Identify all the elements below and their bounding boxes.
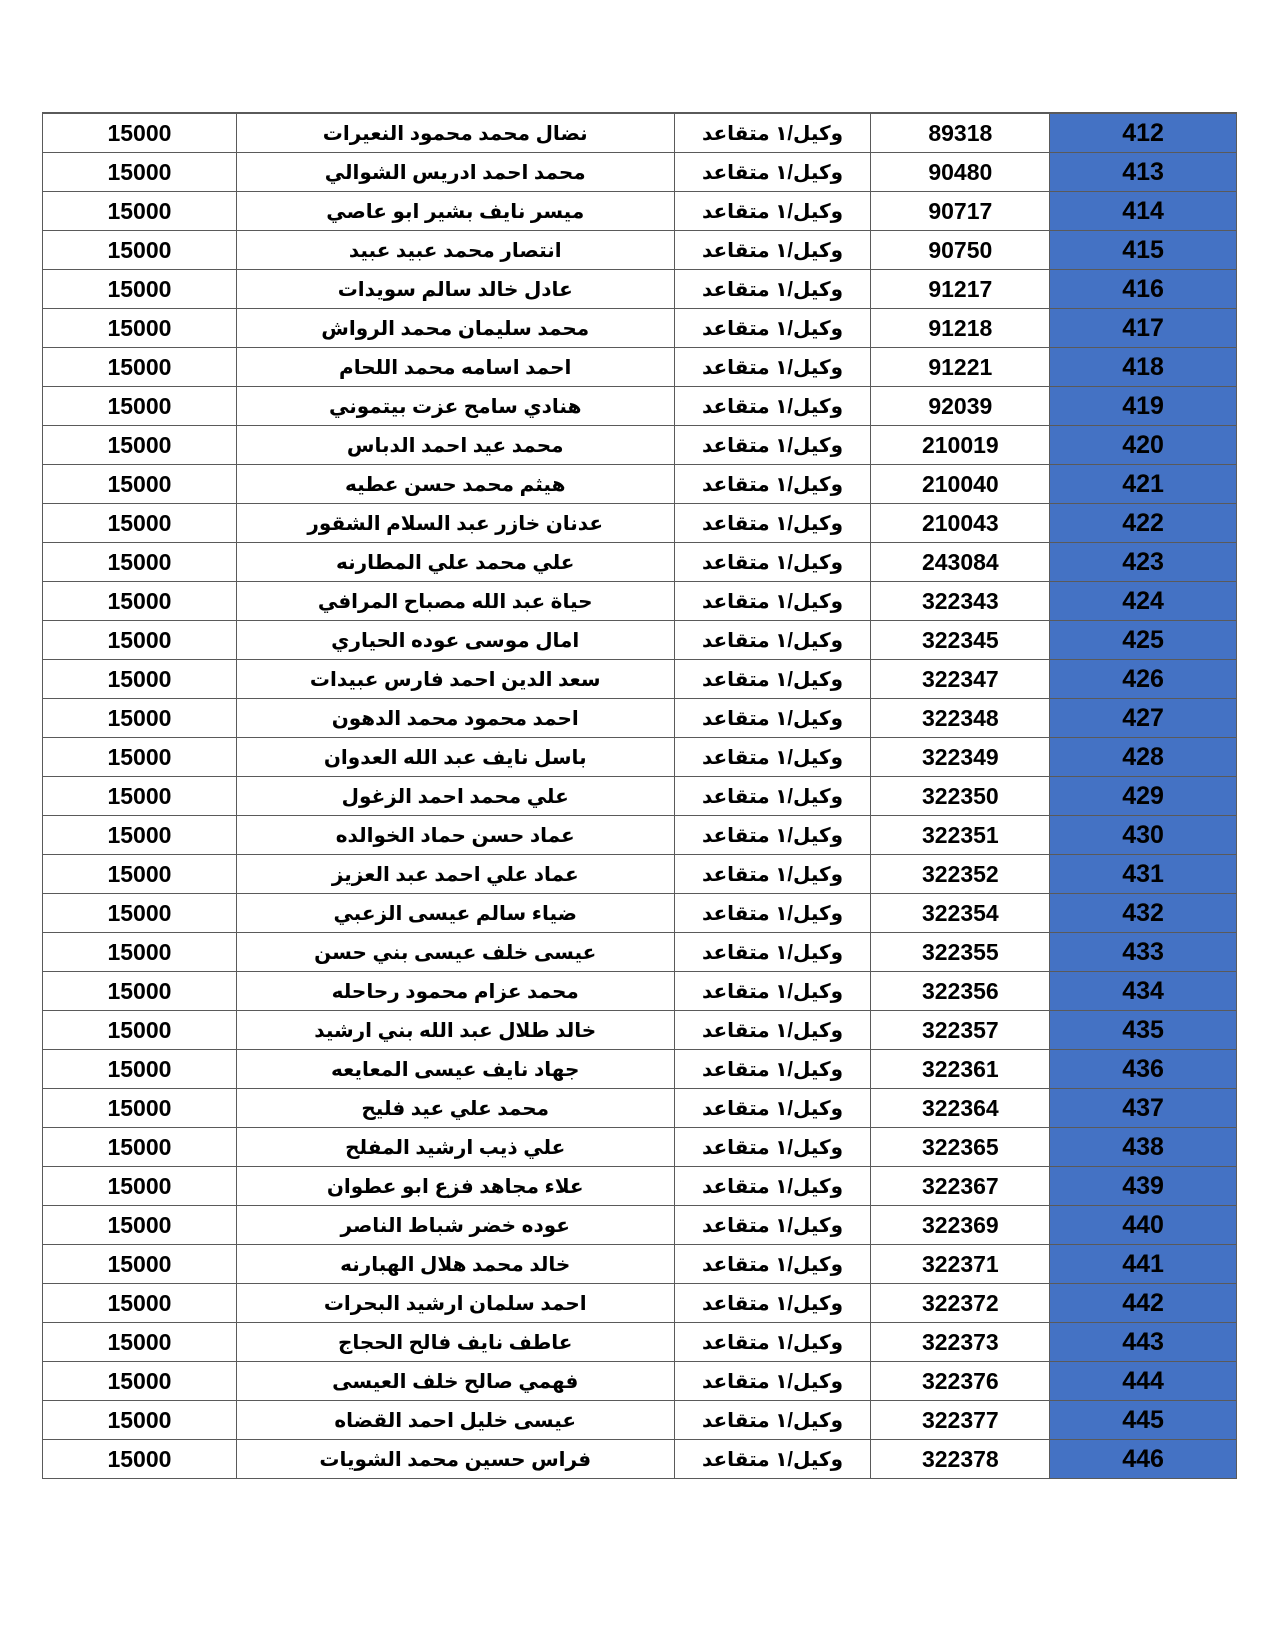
rank-cell: وكيل/١ متقاعد	[674, 426, 871, 465]
id-number-cell: 322347	[871, 660, 1050, 699]
amount-cell: 15000	[43, 1362, 237, 1401]
amount-cell: 15000	[43, 1440, 237, 1479]
table-row	[43, 348, 1237, 387]
table-row	[43, 699, 1237, 738]
table-row	[43, 1284, 1237, 1323]
table-row	[43, 777, 1237, 816]
table-row	[43, 1440, 1237, 1479]
id-number-cell: 322371	[871, 1245, 1050, 1284]
table-row	[43, 894, 1237, 933]
sequence-number-cell: 419	[1050, 387, 1237, 426]
table-row	[43, 738, 1237, 777]
id-number-cell: 322377	[871, 1401, 1050, 1440]
table-row	[43, 660, 1237, 699]
name-cell: احمد سلمان ارشيد البحرات	[236, 1284, 674, 1323]
name-cell: فهمي صالح خلف العيسى	[236, 1362, 674, 1401]
name-cell: باسل نايف عبد الله العدوان	[236, 738, 674, 777]
table-row	[43, 1323, 1237, 1362]
id-number-cell: 322345	[871, 621, 1050, 660]
rank-cell: وكيل/١ متقاعد	[674, 270, 871, 309]
amount-cell: 15000	[43, 465, 237, 504]
amount-cell: 15000	[43, 1401, 237, 1440]
amount-cell: 15000	[43, 153, 237, 192]
rank-cell: وكيل/١ متقاعد	[674, 738, 871, 777]
name-cell: سعد الدين احمد فارس عبيدات	[236, 660, 674, 699]
name-cell: انتصار محمد عبيد عبيد	[236, 231, 674, 270]
name-cell: ضياء سالم عيسى الزعبي	[236, 894, 674, 933]
table-row	[43, 309, 1237, 348]
table-row	[43, 855, 1237, 894]
id-number-cell: 322350	[871, 777, 1050, 816]
amount-cell: 15000	[43, 972, 237, 1011]
table-row	[43, 543, 1237, 582]
table-row	[43, 192, 1237, 231]
sequence-number-cell: 434	[1050, 972, 1237, 1011]
sequence-number-cell: 430	[1050, 816, 1237, 855]
sequence-number-cell: 422	[1050, 504, 1237, 543]
amount-cell: 15000	[43, 1245, 237, 1284]
amount-cell: 15000	[43, 1050, 237, 1089]
amount-cell: 15000	[43, 1128, 237, 1167]
id-number-cell: 322351	[871, 816, 1050, 855]
name-cell: عاطف نايف فالح الحجاج	[236, 1323, 674, 1362]
sequence-number-cell: 424	[1050, 582, 1237, 621]
id-number-cell: 92039	[871, 387, 1050, 426]
name-cell: خالد طلال عبد الله بني ارشيد	[236, 1011, 674, 1050]
rank-cell: وكيل/١ متقاعد	[674, 1401, 871, 1440]
table-row	[43, 1401, 1237, 1440]
sequence-number-cell: 428	[1050, 738, 1237, 777]
amount-cell: 15000	[43, 738, 237, 777]
id-number-cell: 322364	[871, 1089, 1050, 1128]
rank-cell: وكيل/١ متقاعد	[674, 465, 871, 504]
rank-cell: وكيل/١ متقاعد	[674, 153, 871, 192]
rank-cell: وكيل/١ متقاعد	[674, 816, 871, 855]
id-number-cell: 91221	[871, 348, 1050, 387]
name-cell: علاء مجاهد فزع ابو عطوان	[236, 1167, 674, 1206]
name-cell: امال موسى عوده الحياري	[236, 621, 674, 660]
sequence-number-cell: 427	[1050, 699, 1237, 738]
name-cell: علي ذيب ارشيد المفلح	[236, 1128, 674, 1167]
table-row	[43, 153, 1237, 192]
id-number-cell: 322378	[871, 1440, 1050, 1479]
name-cell: احمد اسامه محمد اللحام	[236, 348, 674, 387]
amount-cell: 15000	[43, 231, 237, 270]
id-number-cell: 322361	[871, 1050, 1050, 1089]
id-number-cell: 91217	[871, 270, 1050, 309]
table-row	[43, 1011, 1237, 1050]
id-number-cell: 322372	[871, 1284, 1050, 1323]
name-cell: علي محمد احمد الزغول	[236, 777, 674, 816]
amount-cell: 15000	[43, 426, 237, 465]
sequence-number-cell: 420	[1050, 426, 1237, 465]
name-cell: عوده خضر شباط الناصر	[236, 1206, 674, 1245]
name-cell: عادل خالد سالم سويدات	[236, 270, 674, 309]
name-cell: علي محمد علي المطارنه	[236, 543, 674, 582]
amount-cell: 15000	[43, 543, 237, 582]
id-number-cell: 210040	[871, 465, 1050, 504]
id-number-cell: 322355	[871, 933, 1050, 972]
table-row	[43, 231, 1237, 270]
id-number-cell: 90717	[871, 192, 1050, 231]
document-page	[42, 112, 1237, 1479]
amount-cell: 15000	[43, 1284, 237, 1323]
amount-cell: 15000	[43, 933, 237, 972]
table-row	[43, 426, 1237, 465]
amount-cell: 15000	[43, 1323, 237, 1362]
amount-cell: 15000	[43, 504, 237, 543]
name-cell: عيسى خليل احمد القضاه	[236, 1401, 674, 1440]
name-cell: عماد حسن حماد الخوالده	[236, 816, 674, 855]
name-cell: هيثم محمد حسن عطيه	[236, 465, 674, 504]
rank-cell: وكيل/١ متقاعد	[674, 1089, 871, 1128]
rank-cell: وكيل/١ متقاعد	[674, 192, 871, 231]
name-cell: هنادي سامح عزت بيتموني	[236, 387, 674, 426]
sequence-number-cell: 436	[1050, 1050, 1237, 1089]
name-cell: محمد عيد احمد الدباس	[236, 426, 674, 465]
name-cell: محمد سليمان محمد الرواش	[236, 309, 674, 348]
id-number-cell: 243084	[871, 543, 1050, 582]
name-cell: نضال محمد محمود النعيرات	[236, 113, 674, 153]
amount-cell: 15000	[43, 816, 237, 855]
amount-cell: 15000	[43, 270, 237, 309]
table-row	[43, 933, 1237, 972]
rank-cell: وكيل/١ متقاعد	[674, 231, 871, 270]
sequence-number-cell: 444	[1050, 1362, 1237, 1401]
rank-cell: وكيل/١ متقاعد	[674, 309, 871, 348]
rank-cell: وكيل/١ متقاعد	[674, 933, 871, 972]
name-cell: عيسى خلف عيسى بني حسن	[236, 933, 674, 972]
id-number-cell: 90750	[871, 231, 1050, 270]
id-number-cell: 90480	[871, 153, 1050, 192]
table-row	[43, 1362, 1237, 1401]
amount-cell: 15000	[43, 777, 237, 816]
rank-cell: وكيل/١ متقاعد	[674, 1050, 871, 1089]
name-cell: فراس حسين محمد الشويات	[236, 1440, 674, 1479]
sequence-number-cell: 417	[1050, 309, 1237, 348]
rank-cell: وكيل/١ متقاعد	[674, 387, 871, 426]
id-number-cell: 322352	[871, 855, 1050, 894]
table-row	[43, 1167, 1237, 1206]
rank-cell: وكيل/١ متقاعد	[674, 1128, 871, 1167]
rank-cell: وكيل/١ متقاعد	[674, 660, 871, 699]
id-number-cell: 322349	[871, 738, 1050, 777]
amount-cell: 15000	[43, 621, 237, 660]
name-cell: ميسر نايف بشير ابو عاصي	[236, 192, 674, 231]
rank-cell: وكيل/١ متقاعد	[674, 582, 871, 621]
sequence-number-cell: 429	[1050, 777, 1237, 816]
name-cell: محمد عزام محمود رحاحله	[236, 972, 674, 1011]
table-row	[43, 972, 1237, 1011]
rank-cell: وكيل/١ متقاعد	[674, 113, 871, 153]
table-row	[43, 270, 1237, 309]
table-row	[43, 1128, 1237, 1167]
rank-cell: وكيل/١ متقاعد	[674, 777, 871, 816]
table-row	[43, 816, 1237, 855]
id-number-cell: 322367	[871, 1167, 1050, 1206]
sequence-number-cell: 445	[1050, 1401, 1237, 1440]
rank-cell: وكيل/١ متقاعد	[674, 1323, 871, 1362]
rank-cell: وكيل/١ متقاعد	[674, 1206, 871, 1245]
id-number-cell: 322354	[871, 894, 1050, 933]
table-row	[43, 1089, 1237, 1128]
sequence-number-cell: 435	[1050, 1011, 1237, 1050]
amount-cell: 15000	[43, 192, 237, 231]
sequence-number-cell: 440	[1050, 1206, 1237, 1245]
table-row	[43, 465, 1237, 504]
amount-cell: 15000	[43, 387, 237, 426]
rank-cell: وكيل/١ متقاعد	[674, 504, 871, 543]
amount-cell: 15000	[43, 1089, 237, 1128]
table-row	[43, 504, 1237, 543]
id-number-cell: 210019	[871, 426, 1050, 465]
amount-cell: 15000	[43, 113, 237, 153]
rank-cell: وكيل/١ متقاعد	[674, 543, 871, 582]
id-number-cell: 210043	[871, 504, 1050, 543]
table-body	[43, 113, 1237, 1479]
id-number-cell: 91218	[871, 309, 1050, 348]
rank-cell: وكيل/١ متقاعد	[674, 1284, 871, 1323]
sequence-number-cell: 443	[1050, 1323, 1237, 1362]
id-number-cell: 89318	[871, 113, 1050, 153]
sequence-number-cell: 415	[1050, 231, 1237, 270]
amount-cell: 15000	[43, 660, 237, 699]
table-row	[43, 113, 1237, 153]
sequence-number-cell: 416	[1050, 270, 1237, 309]
sequence-number-cell: 432	[1050, 894, 1237, 933]
amount-cell: 15000	[43, 699, 237, 738]
name-cell: محمد احمد ادريس الشوالي	[236, 153, 674, 192]
id-number-cell: 322348	[871, 699, 1050, 738]
name-cell: محمد علي عيد فليح	[236, 1089, 674, 1128]
rank-cell: وكيل/١ متقاعد	[674, 972, 871, 1011]
amount-cell: 15000	[43, 894, 237, 933]
sequence-number-cell: 446	[1050, 1440, 1237, 1479]
name-cell: عدنان خازر عبد السلام الشقور	[236, 504, 674, 543]
sequence-number-cell: 441	[1050, 1245, 1237, 1284]
id-number-cell: 322365	[871, 1128, 1050, 1167]
name-cell: احمد محمود محمد الدهون	[236, 699, 674, 738]
sequence-number-cell: 425	[1050, 621, 1237, 660]
rank-cell: وكيل/١ متقاعد	[674, 1245, 871, 1284]
id-number-cell: 322343	[871, 582, 1050, 621]
id-number-cell: 322376	[871, 1362, 1050, 1401]
id-number-cell: 322373	[871, 1323, 1050, 1362]
retiree-table	[42, 112, 1237, 1479]
name-cell: خالد محمد هلال الهبارنه	[236, 1245, 674, 1284]
table-row	[43, 1206, 1237, 1245]
rank-cell: وكيل/١ متقاعد	[674, 1362, 871, 1401]
amount-cell: 15000	[43, 1011, 237, 1050]
rank-cell: وكيل/١ متقاعد	[674, 1440, 871, 1479]
rank-cell: وكيل/١ متقاعد	[674, 1167, 871, 1206]
amount-cell: 15000	[43, 309, 237, 348]
amount-cell: 15000	[43, 855, 237, 894]
amount-cell: 15000	[43, 1167, 237, 1206]
sequence-number-cell: 423	[1050, 543, 1237, 582]
id-number-cell: 322369	[871, 1206, 1050, 1245]
id-number-cell: 322356	[871, 972, 1050, 1011]
table-row	[43, 387, 1237, 426]
sequence-number-cell: 426	[1050, 660, 1237, 699]
sequence-number-cell: 437	[1050, 1089, 1237, 1128]
name-cell: عماد علي احمد عبد العزيز	[236, 855, 674, 894]
name-cell: حياة عبد الله مصباح المرافي	[236, 582, 674, 621]
amount-cell: 15000	[43, 1206, 237, 1245]
sequence-number-cell: 442	[1050, 1284, 1237, 1323]
sequence-number-cell: 438	[1050, 1128, 1237, 1167]
sequence-number-cell: 412	[1050, 113, 1237, 153]
table-row	[43, 1050, 1237, 1089]
rank-cell: وكيل/١ متقاعد	[674, 621, 871, 660]
rank-cell: وكيل/١ متقاعد	[674, 894, 871, 933]
rank-cell: وكيل/١ متقاعد	[674, 1011, 871, 1050]
table-row	[43, 621, 1237, 660]
name-cell: جهاد نايف عيسى المعايعه	[236, 1050, 674, 1089]
table-row	[43, 1245, 1237, 1284]
amount-cell: 15000	[43, 582, 237, 621]
sequence-number-cell: 418	[1050, 348, 1237, 387]
table-row	[43, 582, 1237, 621]
amount-cell: 15000	[43, 348, 237, 387]
rank-cell: وكيل/١ متقاعد	[674, 348, 871, 387]
rank-cell: وكيل/١ متقاعد	[674, 855, 871, 894]
sequence-number-cell: 421	[1050, 465, 1237, 504]
sequence-number-cell: 439	[1050, 1167, 1237, 1206]
id-number-cell: 322357	[871, 1011, 1050, 1050]
sequence-number-cell: 433	[1050, 933, 1237, 972]
sequence-number-cell: 413	[1050, 153, 1237, 192]
rank-cell: وكيل/١ متقاعد	[674, 699, 871, 738]
sequence-number-cell: 431	[1050, 855, 1237, 894]
sequence-number-cell: 414	[1050, 192, 1237, 231]
